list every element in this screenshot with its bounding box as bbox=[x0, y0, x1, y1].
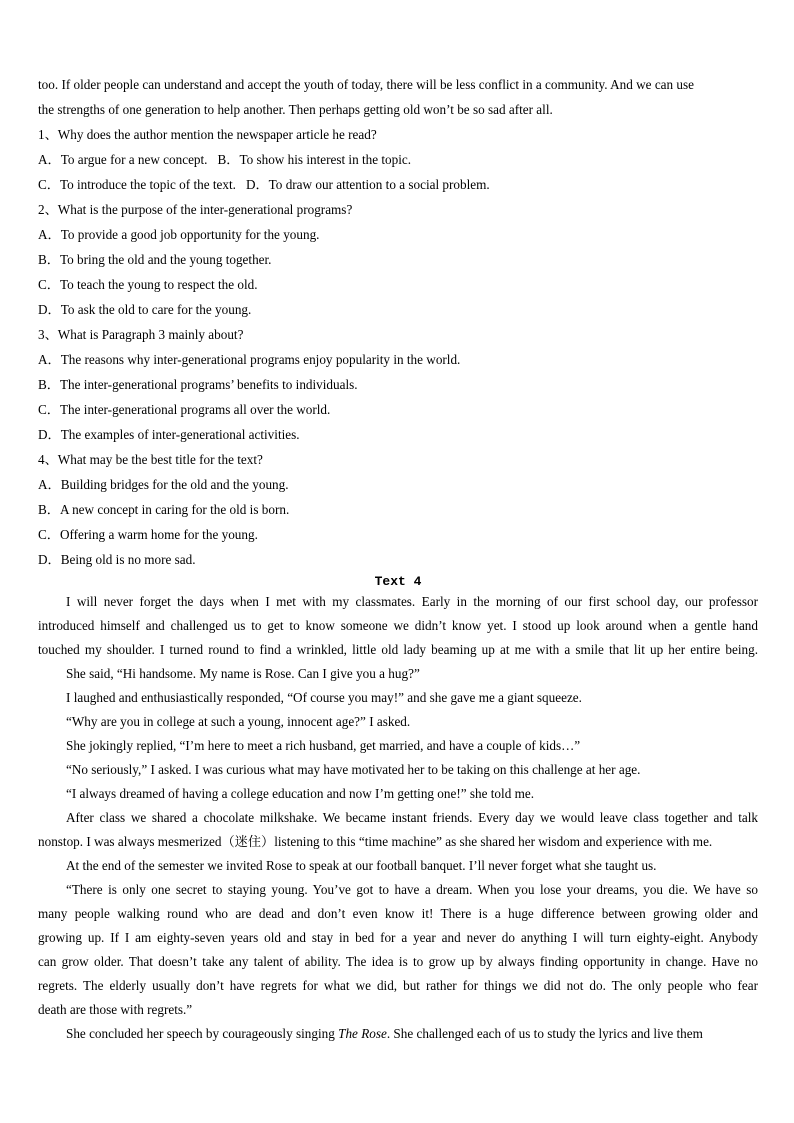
paragraph-2: She said, “Hi handsome. My name is Rose. Can I give you a hug?” bbox=[66, 666, 420, 681]
option-a: A．The reasons why inter-generational programs enjoy popularity in the world. bbox=[38, 352, 461, 367]
paragraph-9: At the end of the semester we invited Rose to speak at our football banquet. I’ll never forget what she taught us. bbox=[66, 858, 657, 873]
option-d: D．To ask the old to care for the young. bbox=[38, 302, 252, 317]
paragraph-line: death are those with regrets.” bbox=[38, 1002, 193, 1017]
paragraph-line: After class we shared a chocolate milkshake. We became instant friends. Every day we would leave class together and talk bbox=[66, 810, 758, 825]
paragraph-line: growing up. If I am eighty-seven years old and stay in bed for a year and never do anything I will turn eighty-eight. Anybody bbox=[38, 930, 758, 945]
option-c: C．To teach the young to respect the old. bbox=[38, 277, 258, 292]
option-c: C．To introduce the topic of the text. bbox=[38, 177, 236, 192]
option-d: D．The examples of inter-generational activities. bbox=[38, 427, 300, 442]
paragraph-text: She concluded her speech by courageously singing bbox=[66, 1026, 339, 1041]
paragraph-line: touched my shoulder. I turned round to find a wrinkled, little old lady beaming up at me with a smile that lit up her entire being. bbox=[38, 642, 758, 657]
option-b: B．To bring the old and the young together. bbox=[38, 252, 272, 267]
option-a: A．Building bridges for the old and the young. bbox=[38, 477, 289, 492]
paragraph-8 bbox=[38, 806, 758, 854]
question-2 bbox=[38, 197, 758, 322]
option-row bbox=[38, 147, 758, 172]
question-1 bbox=[38, 122, 758, 197]
option-d: D．To draw our attention to a social problem. bbox=[245, 177, 490, 192]
paragraph-4: “Why are you in college at such a young, innocent age?” I asked. bbox=[66, 714, 411, 729]
option-row bbox=[38, 172, 758, 197]
song-title: The Rose bbox=[338, 1026, 387, 1041]
paragraph-1 bbox=[38, 590, 758, 662]
intro-paragraph bbox=[38, 72, 758, 122]
paragraph-text: . She challenged each of us to study the lyrics and live them bbox=[386, 1026, 703, 1041]
paragraph-3: I laughed and enthusiastically responded, “Of course you may!” and she gave me a giant squeeze. bbox=[66, 690, 582, 705]
paragraph-line: can grow older. That doesn’t take any talent of ability. The idea is to grow up by always finding opportunity in change. Have no bbox=[38, 954, 758, 969]
paragraph-6: “No seriously,” I asked. I was curious what may have motivated her to be taking on this challenge at her age. bbox=[66, 762, 641, 777]
option-b: B．To show his interest in the topic. bbox=[217, 152, 412, 167]
question-stem: 3、What is Paragraph 3 mainly about? bbox=[38, 327, 244, 342]
intro-line: too. If older people can understand and accept the youth of today, there will be less conflict in a community. And we can use bbox=[38, 77, 694, 92]
paragraph-line: nonstop. I was always mesmerized（迷住）listening to this “time machine” as she shared her wisdom and experience with me. bbox=[38, 834, 713, 849]
section-title: Text 4 bbox=[374, 574, 422, 589]
option-c: C．The inter-generational programs all over the world. bbox=[38, 402, 331, 417]
intro-line: the strengths of one generation to help another. Then perhaps getting old won’t be so sad after all. bbox=[38, 102, 553, 117]
question-stem: 4、What may be the best title for the text? bbox=[38, 452, 263, 467]
option-d: D．Being old is no more sad. bbox=[38, 552, 196, 567]
document-page bbox=[38, 72, 758, 1046]
option-a: A．To provide a good job opportunity for the young. bbox=[38, 227, 320, 242]
question-4 bbox=[38, 447, 758, 572]
paragraph-11 bbox=[38, 1022, 758, 1046]
question-stem: 2、What is the purpose of the inter-generational programs? bbox=[38, 202, 353, 217]
paragraph-line: many people walking round who are dead and don’t even know it! There is a huge difference between growing older and bbox=[38, 906, 758, 921]
paragraph-5: She jokingly replied, “I’m here to meet a rich husband, get married, and have a couple of kids…” bbox=[66, 738, 581, 753]
paragraph-line: regrets. The elderly usually don’t have regrets for what we did, but rather for things we did not do. The only people who fear bbox=[38, 978, 758, 993]
question-stem: 1、Why does the author mention the newspaper article he read? bbox=[38, 127, 377, 142]
option-b: B．A new concept in caring for the old is born. bbox=[38, 502, 290, 517]
question-3 bbox=[38, 322, 758, 447]
option-c: C．Offering a warm home for the young. bbox=[38, 527, 258, 542]
paragraph-line: introduced himself and challenged us to get to know someone we didn’t know yet. I stood up look around when a gentle hand bbox=[38, 618, 758, 633]
option-b: B．The inter-generational programs’ benefits to individuals. bbox=[38, 377, 358, 392]
paragraph-line: “There is only one secret to staying young. You’ve got to have a dream. When you lose your dreams, you die. We have so bbox=[66, 882, 758, 897]
option-a: A．To argue for a new concept. bbox=[38, 152, 208, 167]
paragraph-7: “I always dreamed of having a college education and now I’m getting one!” she told me. bbox=[66, 786, 534, 801]
paragraph-line: I will never forget the days when I met with my classmates. Early in the morning of our first school day, our professor bbox=[66, 594, 758, 609]
paragraph-10 bbox=[38, 878, 758, 1022]
